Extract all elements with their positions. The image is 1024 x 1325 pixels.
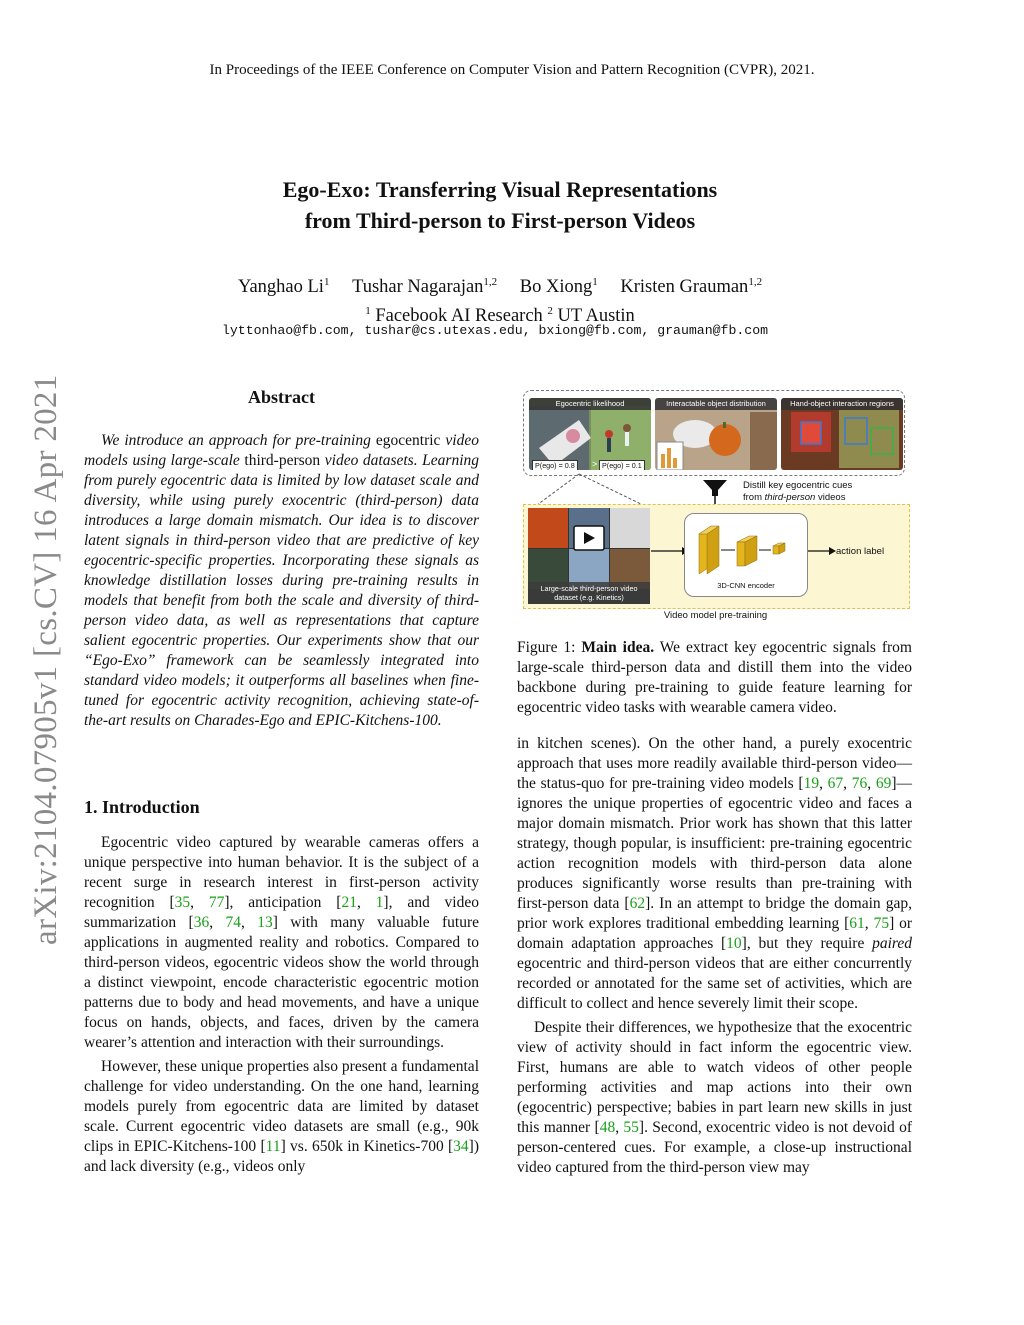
citation-link[interactable]: 34: [453, 1138, 469, 1155]
text-run: ]) and lack diversity (e.g., videos only: [84, 1138, 479, 1175]
section-heading-introduction: 1. Introduction: [84, 797, 200, 817]
citation-link[interactable]: 67: [827, 775, 844, 792]
text-run: ,: [843, 775, 852, 792]
paragraph: [517, 1018, 912, 1178]
text-run: Egocentric video captured by wearable cameras offers a unique perspective into human behavior. It is the subject of a recent surge in research interest in first-person activity recognition [: [84, 834, 479, 911]
figure-caption: [517, 638, 912, 718]
text-run: ,: [240, 914, 258, 931]
affiliation-list: $^1$ Facebook AI Research $^2$ UT Austin: [365, 305, 635, 327]
funnel-icon: [703, 480, 727, 496]
citation-link[interactable]: 1: [375, 894, 384, 911]
citation-link[interactable]: 35: [174, 894, 191, 911]
text-run: egocentric: [375, 432, 441, 449]
p-ego-low: P(ego) = 0.1: [599, 460, 645, 470]
text-run: We introduce an approach for pre-training: [101, 432, 376, 449]
citation-link[interactable]: 69: [875, 775, 892, 792]
text-run: ,: [209, 914, 226, 931]
venue-header: In Proceedings of the IEEE Conference on Computer Vision and Pattern Recognition (CVPR), 2021.: [209, 62, 815, 78]
citation-link[interactable]: 48: [599, 1119, 616, 1136]
panel-label: Interactable object distribution: [655, 398, 777, 410]
author: Kristen Grauman$^{1,2}$: [620, 276, 763, 298]
citation-link[interactable]: 19: [803, 775, 820, 792]
right-column-body: [517, 734, 912, 1178]
text-run: ,: [190, 894, 209, 911]
caption-text: We extract key egocentric signals from large-scale third-person data and distill them into the video backbone during pre-training to guide feature learning for egocentric video tasks with wearable camera video.: [517, 639, 912, 716]
panel-label: Egocentric likelihood: [529, 398, 651, 410]
author-list: [0, 270, 1000, 299]
text-run: ], and video summarization [: [84, 894, 479, 931]
title-line-1: Ego-Exo: Transferring Visual Representations: [282, 177, 718, 202]
text-run: paired: [872, 935, 912, 952]
affiliation: UT Austin: [557, 306, 635, 327]
citation-link[interactable]: 36: [193, 914, 210, 931]
encoder-layer-3: [773, 546, 779, 554]
text-run: video models using large-scale: [84, 432, 479, 469]
distill-line-1: Distill key egocentric cues: [743, 480, 853, 491]
citation-link[interactable]: 13: [257, 914, 273, 931]
caption-title: Main idea.: [581, 639, 655, 656]
abstract-paragraph: [84, 431, 479, 731]
text-run: video datasets. Learning from purely egocentric data is limited by low dataset scale and diversity, while using purely exocentric (third-person) data introduces a large domain mismatch. Our idea is to discover latent signals in third-person video that are predictive of key egocentric-specific properties. Incorporating these signals as knowledge distillation losses during pre-training results in models that benefit from both the scale and diversity of third-person video data, as well as representations that capture salient egocentric properties. Our experiments show that our “Ego-Exo” framework can be seamlessly integrated into standard video models; it outperforms all baselines when fine-tuned for egocentric activity recognition, achieving state-of-the-art results on Charades-Ego and EPIC-Kitchens-100.: [84, 452, 479, 729]
citation-link[interactable]: 62: [629, 895, 646, 912]
panel-label: Hand-object interaction regions: [781, 398, 903, 410]
text-run: ,: [819, 775, 828, 792]
citation-link[interactable]: 11: [265, 1138, 281, 1155]
action-label: action label: [836, 546, 885, 557]
pretraining-label: Video model pre-training: [663, 610, 768, 621]
author-emails: lyttonhao@fb.com, tushar@cs.utexas.edu, bxiong@fb.com, grauman@fb.com: [221, 323, 769, 338]
text-run: ] with many valuable future applications in augmented reality and robotics. Compared to third-person videos, egocentric videos show the world through a distinct viewpoint, encode characteristic egocentric motion patterns due to body and head movements, and have a unique focus on hands, objects, and faces, driven by the camera wearer’s attention and interaction with their surroundings.: [84, 914, 480, 1051]
text-run: ,: [867, 775, 876, 792]
text-run: in kitchen scenes). On the other hand, a purely exocentric approach that uses more readily available third-person video—the status-quo for pre-training video models [: [517, 735, 912, 792]
text-run: However, these unique properties also present a fundamental challenge for video understanding. On the one hand, learning models purely from egocentric data are limited by dataset scale. Current egocentric video datasets are small (e.g., 90k clips in EPIC-Kitchens-100 [: [84, 1058, 479, 1155]
text-run: ,: [356, 894, 376, 911]
text-run: ,: [615, 1119, 624, 1136]
citation-link[interactable]: 76: [851, 775, 868, 792]
text-run: third-person: [244, 452, 321, 469]
citation-link[interactable]: 74: [225, 914, 241, 931]
author: Tushar Nagarajan$^{1,2}$: [352, 276, 498, 298]
author: Yanghao Li$^1$: [237, 276, 330, 298]
citation-link[interactable]: 61: [849, 915, 865, 932]
3d-cnn-encoder: [684, 513, 808, 597]
citation-link[interactable]: 77: [208, 894, 225, 911]
p-ego-high: P(ego) = 0.8: [532, 460, 578, 470]
text-run: egocentric and third-person videos that are either concurrently recorded or annotated for the same set of activities, which are difficult to collect and hence severely limit their scope.: [517, 955, 912, 1012]
affiliation: Facebook AI Research: [375, 306, 543, 327]
abstract-heading: Abstract: [248, 387, 315, 407]
citation-link[interactable]: 55: [623, 1119, 639, 1136]
comparison-symbol: >: [592, 459, 598, 469]
text-run: ] vs. 650k in Kinetics-700 [: [280, 1138, 454, 1155]
caption-prefix: Figure 1:: [517, 639, 582, 656]
citation-link[interactable]: 75: [873, 915, 890, 932]
pretraining-panel: [523, 504, 910, 609]
abstract-body: [84, 431, 479, 731]
introduction-body: [84, 833, 479, 1177]
figure-1: [519, 388, 912, 624]
text-run: ]. Second, exocentric video is not devoid of person-centered cues. For example, a close-up instructional video captured from the third-person view may: [517, 1119, 913, 1176]
text-run: ], but they require: [741, 935, 873, 952]
dataset-label: Large-scale third-person video dataset (e.g. Kinetics): [528, 582, 650, 604]
arxiv-watermark: arXiv:2104.07905v1 [cs.CV] 16 Apr 2021: [28, 374, 64, 945]
encoder-label: 3D-CNN encoder: [717, 581, 775, 590]
paper-title: [0, 174, 1000, 236]
title-line-2: from Third-person to First-person Videos: [304, 208, 696, 233]
paragraph: [517, 734, 912, 1014]
encoder-layer-2: [737, 542, 745, 566]
text-run: ]. In an attempt to bridge the domain gap, prior work explores traditional embedding learning [: [517, 895, 912, 932]
text-run: ], anticipation [: [224, 894, 342, 911]
citation-link[interactable]: 10: [726, 935, 742, 952]
citation-link[interactable]: 21: [341, 894, 357, 911]
distill-line-2: from third-person videos: [743, 492, 846, 503]
author-block: [0, 270, 1000, 328]
paragraph: [84, 833, 479, 1053]
text-run: ] or domain adaptation approaches [: [517, 915, 913, 952]
text-run: ,: [864, 915, 874, 932]
text-run: Despite their differences, we hypothesize that the exocentric view of activity should in fact inform the egocentric view. First, humans are able to watch videos of other people performing activities and map actions into their own (egocentric) perspective; babies in part learn new skills in just this manner [: [517, 1019, 912, 1136]
author: Bo Xiong$^1$: [519, 276, 598, 298]
distill-label: [743, 480, 852, 504]
paragraph: [84, 1057, 479, 1177]
text-run: ]—ignores the unique properties of egocentric video and faces a major domain mismatch. Prior work has shown that this latter strategy, though popular, is insufficient: pre-training egocentric action recognition models with third-person data alone produces significantly worse results than pre-training with first-person data [: [517, 775, 913, 912]
